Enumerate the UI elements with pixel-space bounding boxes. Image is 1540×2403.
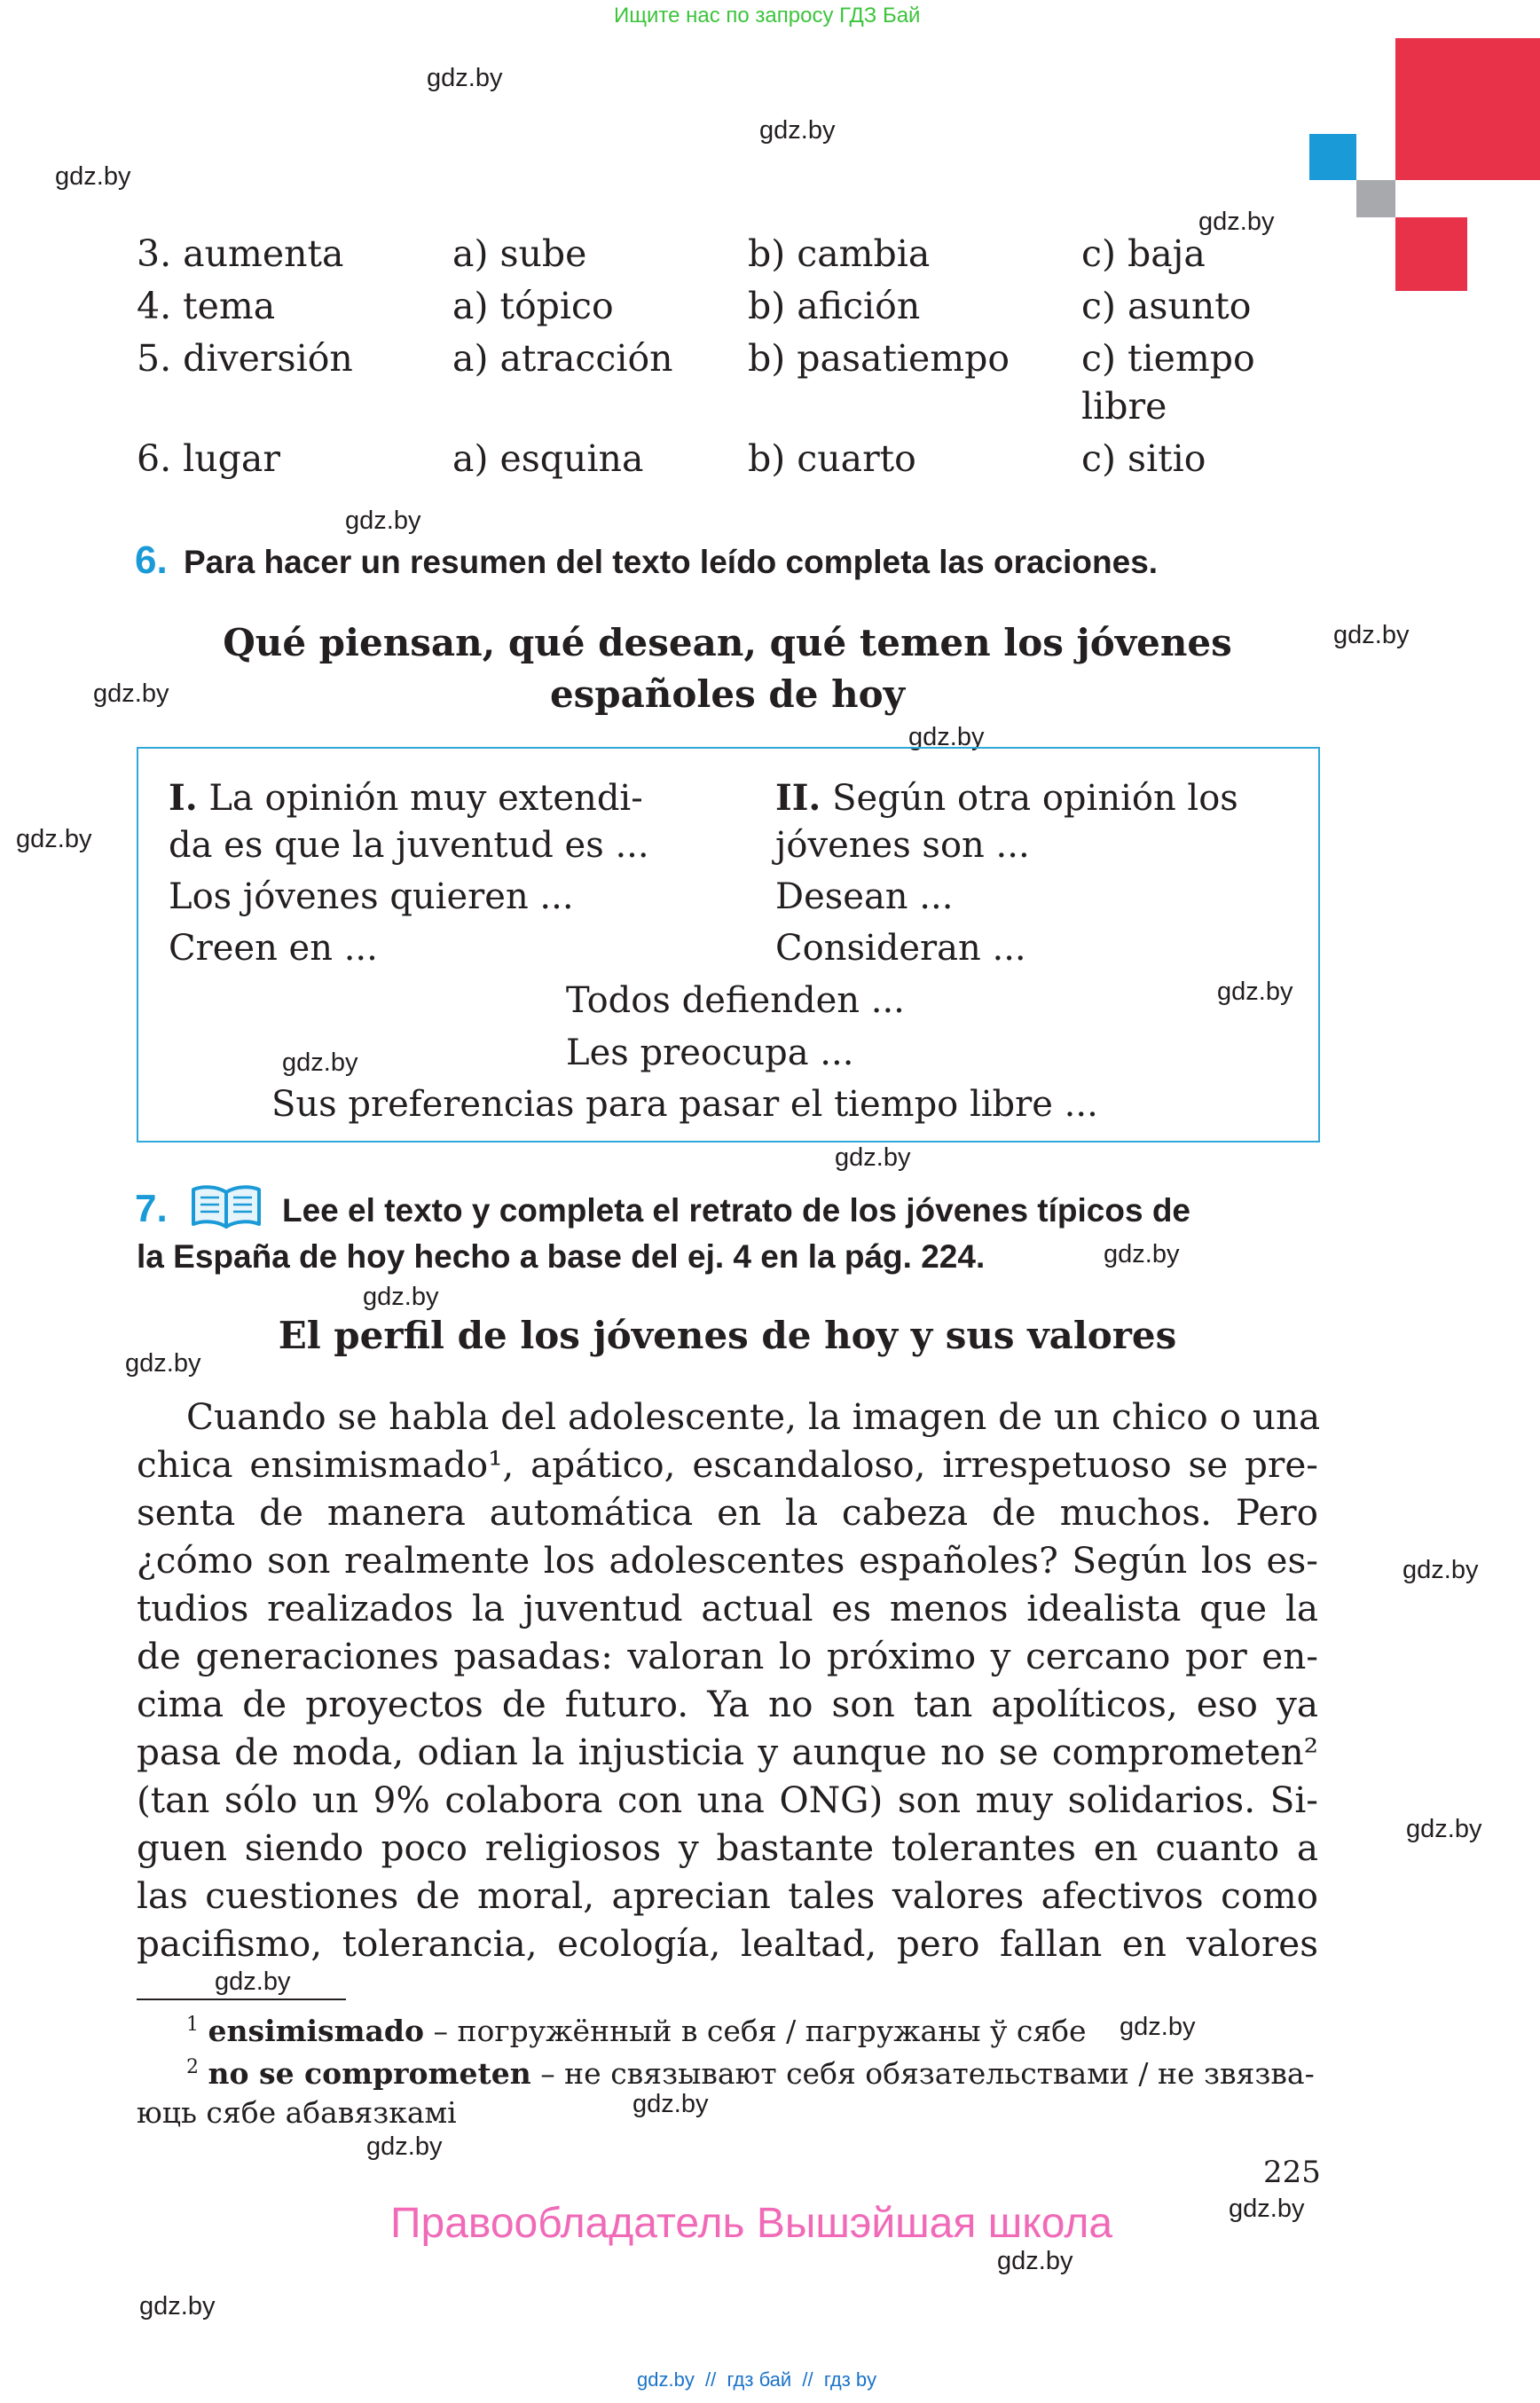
vocab-option-a: a) sube: [452, 232, 587, 275]
watermark: gdz.by: [632, 2090, 709, 2118]
section-heading: españoles de hoy: [549, 672, 906, 716]
vocab-option-a: a) esquina: [452, 437, 644, 480]
watermark: gdz.by: [427, 64, 503, 92]
text-line: pasa de moda, odian la injusticia y aunque no se comprometen²: [137, 1731, 1318, 1773]
copyright-footer: Правообладатель Вышэйшая школа: [390, 2200, 1113, 2247]
vocab-option-b: b) cuarto: [748, 437, 916, 480]
task-instruction: Lee el texto y completa el retrato de los jóvenes típicos de: [282, 1192, 1191, 1229]
footnote-term: no se comprometen: [208, 2056, 531, 2091]
text-line: guen siendo poco religiosos y bastante tolerantes en cuanto a: [137, 1826, 1318, 1869]
footnote-continuation: юць сябе абавязкамі: [137, 2095, 457, 2130]
box-line: [775, 777, 1238, 819]
book-icon: [190, 1183, 263, 1233]
task-instruction: Para hacer un resumen del texto leído completa las oraciones.: [184, 544, 1159, 580]
vocab-option-c: c) sitio: [1081, 437, 1206, 480]
watermark: gdz.by: [1104, 1240, 1180, 1268]
decor-square-red-large: [1395, 38, 1540, 180]
box-line: [169, 777, 643, 819]
task-number: 6.: [135, 538, 168, 582]
footnote: [186, 2056, 1315, 2091]
box-line: Les preocupa ...: [566, 1033, 854, 1073]
decor-square-red-small: [1395, 217, 1467, 291]
box-line: Todos defienden ...: [566, 980, 905, 1021]
footnote-mark: 2: [186, 2056, 199, 2078]
text-line: (tan sólo un 9% colabora con una ONG) son muy solidarios. Si-: [137, 1779, 1318, 1821]
text-line: pacifismo, tolerancia, ecología, lealtad, pero fallan en valores: [137, 1922, 1318, 1965]
box-text: Según otra opinión los: [821, 778, 1238, 819]
vocab-word: 5. diversión: [137, 337, 353, 380]
text-line: Cuando se habla del adolescente, la imagen de un chico o una: [186, 1395, 1321, 1438]
decor-square-gray: [1356, 180, 1395, 217]
text-line: ¿cómo son realmente los adolescentes españoles? Según los es-: [137, 1539, 1318, 1582]
watermark: gdz.by: [55, 162, 131, 191]
vocab-option-b: b) pasatiempo: [748, 337, 1010, 380]
box-line: Los jóvenes quieren ...: [169, 876, 574, 917]
watermark: gdz.by: [759, 116, 836, 145]
task-instruction: la España de hoy hecho a base del ej. 4 en la pág. 224.: [137, 1238, 986, 1275]
footnote-term: ensimismado: [208, 2014, 425, 2048]
text-line: de generaciones pasadas: valoran lo próximo y cercano por en-: [137, 1635, 1318, 1677]
vocab-word: 3. aumenta: [137, 232, 344, 275]
text-line: cima de proyectos de futuro. Ya no son tan apolíticos, eso ya: [137, 1683, 1318, 1725]
watermark: gdz.by: [1217, 978, 1293, 1006]
vocab-option-a: a) tópico: [452, 285, 614, 327]
task-number: 7.: [135, 1187, 168, 1230]
footnote-text: – не связывают себя обязательствами / не звязва-: [530, 2056, 1315, 2091]
vocab-option-c: c) tiempo: [1081, 337, 1255, 380]
watermark: gdz.by: [345, 507, 421, 535]
vocab-option-b: b) cambia: [748, 232, 931, 275]
watermark: gdz.by: [1333, 621, 1410, 649]
box-line: jóvenes son ...: [775, 825, 1030, 866]
vocab-option-b: b) afición: [748, 285, 921, 327]
roman-numeral: II.: [775, 777, 821, 819]
box-text: La opinión muy extendi-: [197, 778, 643, 819]
vocab-word: 4. tema: [137, 285, 276, 327]
vocab-word: 6. lugar: [137, 437, 280, 480]
text-line: chica ensimismado¹, apático, escandaloso, irrespetuoso se pre-: [137, 1443, 1318, 1486]
vocab-option-c-cont: libre: [1081, 385, 1167, 428]
watermark: gdz.by: [835, 1143, 911, 1172]
watermark: gdz.by: [93, 679, 169, 708]
box-line: Sus preferencias para pasar el tiempo libre ...: [271, 1084, 1098, 1125]
text-line: senta de manera automática en la cabeza de muchos. Pero: [137, 1491, 1318, 1534]
watermark: gdz.by: [908, 723, 985, 751]
footnote-divider: [137, 1999, 346, 2000]
bottom-links[interactable]: gdz.by // гдз бай // гдз by: [637, 2368, 877, 2391]
text-line: tudios realizados la juventud actual es menos idealista que la: [137, 1587, 1318, 1629]
text-line: las cuestiones de moral, aprecian tales valores afectivos como: [137, 1874, 1318, 1917]
decor-square-blue: [1309, 134, 1356, 180]
watermark: gdz.by: [1229, 2195, 1305, 2223]
vocab-option-a: a) atracción: [452, 337, 673, 380]
box-line: Desean ...: [775, 876, 954, 917]
watermark: gdz.by: [997, 2247, 1073, 2275]
watermark: gdz.by: [1198, 208, 1275, 236]
reading-text: [137, 1393, 1321, 1967]
watermark: gdz.by: [16, 825, 92, 853]
watermark: gdz.by: [215, 1967, 291, 1996]
box-line: da es que la juventud es ...: [169, 825, 649, 866]
watermark: gdz.by: [363, 1283, 439, 1311]
page-number: 225: [1263, 2155, 1321, 2190]
box-line: Consideran ...: [775, 928, 1026, 969]
footnote-mark: 1: [186, 2014, 199, 2036]
watermark: gdz.by: [125, 1349, 201, 1378]
watermark: gdz.by: [1406, 1815, 1482, 1843]
roman-numeral: I.: [169, 777, 198, 819]
footnote-text: – погружённый в себя / пагружаны ў сябе: [424, 2014, 1087, 2048]
box-line: Creen en ...: [169, 928, 378, 969]
section-heading: Qué piensan, qué desean, qué temen los jóvenes: [223, 621, 1232, 664]
text-heading: El perfil de los jóvenes de hoy y sus valores: [278, 1314, 1177, 1357]
watermark: gdz.by: [1120, 2013, 1196, 2041]
footnote: [186, 2014, 1087, 2048]
watermark: gdz.by: [282, 1048, 358, 1077]
top-banner: Ищите нас по запросу ГДЗ Бай: [614, 4, 921, 27]
watermark: gdz.by: [366, 2132, 443, 2161]
watermark: gdz.by: [1402, 1556, 1479, 1584]
vocab-option-c: c) asunto: [1081, 285, 1252, 327]
watermark: gdz.by: [139, 2292, 216, 2321]
vocab-option-c: c) baja: [1081, 232, 1206, 275]
